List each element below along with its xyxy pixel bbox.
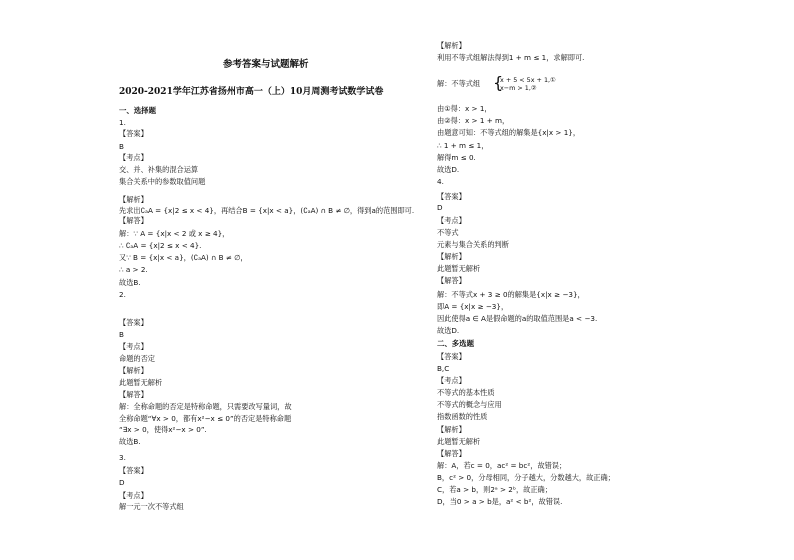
text-line: 全称命题“∀x > 0，都有x²−x ≤ 0”的否定是特称命题 (119, 414, 292, 423)
text-line: “∃x > 0，使得x²−x > 0”. (119, 425, 207, 434)
text-line: 故选B. (119, 278, 141, 287)
text-line: D (437, 203, 443, 212)
text-line: 【解答】 (119, 216, 148, 225)
text-line: 此题暂无解析 (119, 378, 163, 387)
text-line: 解：不等式x + 3 ≥ 0的解集是{x|x ≥ −3}， (437, 290, 585, 299)
inequality-system (437, 73, 556, 92)
text-line: 【解析】 (119, 195, 148, 204)
text-line: 不等式的基本性质 (437, 388, 495, 397)
text-line: B,C (437, 364, 450, 373)
text-line: D (119, 478, 125, 487)
text-line: C，若a > b，则2ᵃ > 2ᵇ，故正确； (437, 485, 552, 494)
text-line: 由题意可知：不等式组的解集是{x|x > 1}， (437, 128, 581, 137)
text-line: 二、多选题 (437, 339, 474, 348)
text-line: 【考点】 (437, 376, 466, 385)
text-line: 【考点】 (119, 153, 148, 162)
text-line: 故选B. (119, 437, 141, 446)
text-line: 4. (437, 177, 444, 186)
system-line-2: x−m > 1,② (500, 84, 537, 92)
text-line: 此题暂无解析 (437, 264, 481, 273)
text-line: ∴ a > 2. (119, 265, 148, 274)
text-line: 3. (119, 453, 126, 462)
text-line: 一、选择题 (119, 106, 156, 115)
text-line: 元素与集合关系的判断 (437, 240, 509, 249)
text-line: 不等式 (437, 228, 459, 237)
text-line: 因此使得a ∈ A是假命题的a的取值范围是a < −3. (437, 314, 598, 323)
text-line: 【答案】 (437, 192, 466, 201)
text-line: D，当0 > a > b是，a² < b²，故错误. (437, 497, 563, 506)
text-line: 1. (119, 118, 126, 127)
text-line: 解：∵ A = {x|x < 2 或 x ≥ 4}， (119, 229, 230, 238)
text-line: 集合关系中的参数取值问题 (119, 177, 206, 186)
text-line: ∴ 1 + m ≤ 1， (437, 141, 489, 150)
answer-heading: 参考答案与试题解析 (223, 59, 309, 70)
text-line: 解：全称命题的否定是特称命题，只需要改写量词，故 (119, 402, 292, 411)
text-line: 【考点】 (437, 216, 466, 225)
text-line: 【解答】 (119, 390, 148, 399)
text-line: ∴ ∁ₐA = {x|2 ≤ x < 4}. (119, 241, 202, 250)
text-line: 先求出∁ₐA = {x|2 ≤ x < 4}，再结合B = {x|x < a}，(∁ₐA) ∩ B ≠ ∅，得到a的范围即可. (119, 206, 415, 215)
text-line: 【考点】 (119, 491, 148, 500)
text-line: 解得m ≤ 0. (437, 153, 476, 162)
text-line: B (119, 142, 124, 151)
text-line: 故选D. (437, 326, 460, 335)
text-line: B，c² > 0，分母相同，分子越大，分数越大，故正确； (437, 473, 615, 482)
text-line: 指数函数的性质 (437, 412, 488, 421)
text-line: 【解答】 (437, 276, 466, 285)
exam-title: 2020-2021学年江苏省扬州市高一（上）10月周测考试数学试卷 (119, 87, 384, 97)
system-prefix: 解：不等式组 (437, 79, 481, 88)
text-line: 故选D. (437, 165, 460, 174)
text-line: 此题暂无解析 (437, 437, 481, 446)
text-line: 【解析】 (119, 366, 148, 375)
text-line: 【答案】 (119, 466, 148, 475)
text-line: 又∵ B = {x|x < a}，(∁ₐA) ∩ B ≠ ∅， (119, 253, 248, 262)
text-line: 【解析】 (437, 41, 466, 50)
text-line: B (119, 330, 124, 339)
text-line: 【考点】 (119, 342, 148, 351)
text-line: 解一元一次不等式组 (119, 502, 184, 511)
text-line: 即A = {x|x ≥ −3}， (437, 302, 509, 311)
text-line: 【答案】 (437, 352, 466, 361)
text-line: 2. (119, 290, 126, 299)
text-line: 解：A，若c = 0，ac² = bc²，故错误； (437, 461, 567, 470)
brace-icon: { (493, 73, 504, 92)
text-line: 【解答】 (437, 449, 466, 458)
text-line: 由②得：x > 1 + m， (437, 116, 510, 125)
text-line: 命题的否定 (119, 354, 155, 363)
text-line: 【答案】 (119, 129, 148, 138)
text-line: 不等式的概念与应用 (437, 400, 502, 409)
text-line: 【答案】 (119, 318, 148, 327)
text-line: 利用不等式组解法得到1 + m ≤ 1，求解即可. (437, 53, 585, 62)
text-line: 交、并、补集的混合运算 (119, 165, 199, 174)
text-line: 【解析】 (437, 425, 466, 434)
system-line-1: x + 5 < 5x + 1,① (500, 76, 556, 84)
text-line: 由①得：x > 1， (437, 104, 492, 113)
text-line: 【解析】 (437, 252, 466, 261)
